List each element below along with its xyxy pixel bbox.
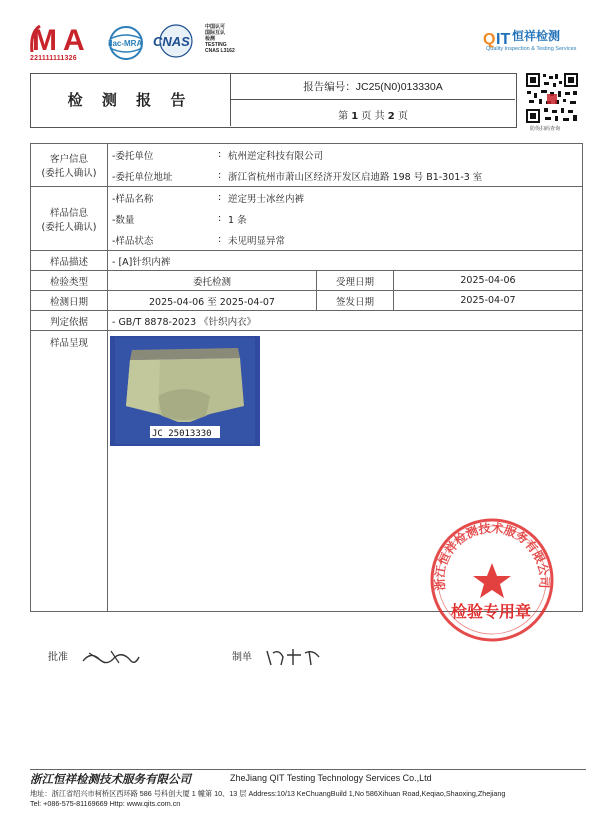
svg-text:浙江恒祥检测技术服务有限公司: 浙江恒祥检测技术服务有限公司	[432, 520, 552, 592]
cnas-logo	[150, 24, 202, 58]
issue-date-label: 签发日期	[317, 291, 394, 311]
test-date-label: 检测日期	[31, 291, 108, 311]
svg-text:Q: Q	[483, 31, 496, 48]
approve-signature	[48, 647, 141, 667]
basis-label: 判定依据	[31, 311, 108, 331]
footer-tel: Tel: +086-575-81169669 Http: www.qits.com.cn	[30, 799, 181, 808]
report-number-value: JC25(N0)013330A	[355, 81, 443, 93]
cma-number: 221111111326	[30, 55, 77, 62]
footer-divider	[30, 769, 586, 770]
approve-handwriting	[81, 647, 141, 667]
client-address-value: 浙江省杭州市萧山区经济开发区启迪路 198 号 B1-301-3 室	[228, 171, 483, 183]
seal-label: 检验专用章	[451, 602, 532, 621]
sample-qty-key: -数量	[112, 214, 135, 226]
client-address-key: -委托单位地址	[112, 171, 173, 183]
brand-name: 恒祥检测	[512, 29, 561, 43]
svg-text:ilac-MRA: ilac-MRA	[108, 39, 143, 48]
cnas-line: 国际互认	[205, 30, 226, 36]
client-unit-value: 杭州逆定科技有限公司	[228, 150, 324, 162]
sample-info-label: 样品信息 (委托人确认)	[31, 187, 108, 251]
receive-date-value: 2025-04-06	[394, 271, 583, 291]
test-type-label: 检验类型	[31, 271, 108, 291]
page-prefix: 第	[338, 111, 349, 122]
svg-text:A: A	[63, 24, 85, 57]
sample-show-label: 样品呈现	[31, 331, 108, 612]
maker-signature	[232, 647, 325, 667]
brand-subtitle: Quality Inspection & Testing Services	[486, 46, 577, 52]
ilac-mra-logo	[104, 26, 148, 60]
sample-desc-value: - [A]针织内裤	[108, 251, 583, 271]
photo-tag: JC 25013330	[152, 429, 212, 439]
client-info-label: 客户信息 (委托人确认)	[31, 144, 108, 187]
sample-state-value: 未见明显异常	[228, 235, 286, 247]
footer-company-en: ZheJiang QIT Testing Technology Services Co.,Ltd	[230, 773, 432, 783]
svg-text:M: M	[32, 24, 57, 57]
svg-text:CNAS: CNAS	[153, 34, 190, 49]
qr-caption: 防伪扫码查询	[530, 126, 561, 132]
approve-label: 批准	[48, 652, 68, 663]
qr-code[interactable]	[525, 72, 579, 124]
report-number	[231, 79, 515, 94]
page-total: 2	[387, 111, 395, 122]
cnas-line: 检测	[205, 36, 216, 42]
sample-name-key: -样品名称	[112, 193, 154, 205]
basis-value: - GB/T 8878-2023 《针织内衣》	[108, 311, 583, 331]
footer-address: 地址：浙江省绍兴市柯桥区西环路 586 号科创大厦 1 幢第 10、13 层 Address:10/13 KeChuangBuild 1,No 586Xihuan Road,Keqiao,Shaoxing,Zhejiang	[30, 789, 506, 798]
sample-info-cell: -样品名称 : 逆定男士冰丝内裤 -数量 : 1 条 -样品状态 : 未见明显异常	[108, 187, 583, 251]
svg-text:IT: IT	[496, 31, 511, 48]
page-indicator	[231, 107, 515, 122]
footer-company-cn: 浙江恒祥检测技术服务有限公司	[30, 772, 191, 786]
report-number-label: 报告编号：	[303, 81, 356, 93]
sample-name-value: 逆定男士冰丝内裤	[228, 193, 305, 205]
cnas-line: CNAS L3162	[205, 48, 235, 54]
cnas-line: 中国认可	[205, 24, 226, 30]
issue-date-value: 2025-04-07	[394, 291, 583, 311]
report-title: 检 测 报 告	[67, 91, 193, 109]
sample-photo	[110, 336, 260, 446]
sample-qty-value: 1 条	[228, 214, 247, 226]
sample-desc-label: 样品描述	[31, 251, 108, 271]
receive-date-label: 受理日期	[317, 271, 394, 291]
maker-handwriting	[265, 647, 325, 667]
header-divider	[231, 99, 515, 100]
page-suffix: 页	[397, 111, 408, 122]
test-date-value: 2025-04-06 至 2025-04-07	[108, 291, 317, 311]
maker-label: 制单	[232, 652, 252, 663]
client-info-cell: -委托单位 : 杭州逆定科技有限公司 -委托单位地址 : 浙江省杭州市萧山区经济开发区启迪路 198 号 B1-301-3 室	[108, 144, 583, 187]
sample-state-key: -样品状态	[112, 235, 154, 247]
cnas-caption	[205, 24, 235, 54]
page-current: 1	[351, 111, 359, 122]
test-type-value: 委托检测	[108, 271, 317, 291]
client-unit-key: -委托单位	[112, 150, 154, 162]
company-seal	[427, 515, 557, 645]
page-mid: 页 共	[361, 111, 385, 122]
cnas-line: TESTING	[205, 42, 227, 48]
